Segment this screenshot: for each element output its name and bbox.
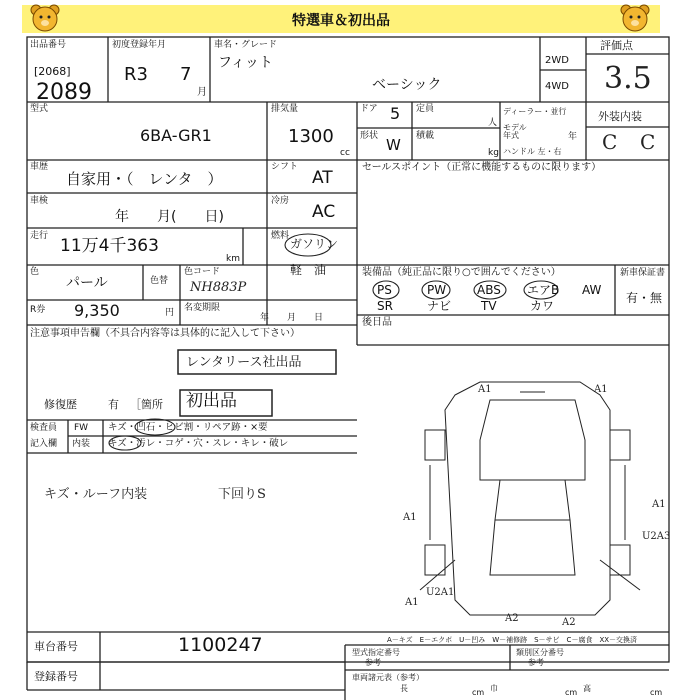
- notes-label: 注意事項申告欄（不具合内容等は具体的に記入して下さい）: [30, 328, 300, 339]
- stamp-rental: レンタリース社出品: [186, 355, 302, 370]
- fw-head: FW: [74, 423, 89, 433]
- transfer-value: 年 月 日: [260, 313, 324, 323]
- inspector-label-2: 記入欄: [30, 439, 58, 449]
- capacity-unit: 人: [488, 118, 498, 128]
- warranty-value: 有・無: [626, 291, 663, 305]
- handle-label: ハンドル 左・右: [503, 147, 562, 156]
- inspection-value: 年 月( 日): [115, 209, 224, 225]
- type-cert-sub: 参考: [365, 658, 381, 667]
- model-year-unit: 年: [568, 132, 578, 142]
- aftermarket-label: 後日品: [362, 317, 392, 328]
- ac-value: AC: [312, 202, 336, 222]
- equip-leather: カワ: [530, 299, 555, 313]
- history-value: 自家用・（ レンタ ）: [66, 170, 223, 188]
- shift-value: AT: [312, 168, 333, 188]
- capacity-label: 定員: [416, 104, 435, 114]
- chassis-label: 車台番号: [34, 640, 78, 653]
- color-switch-label: 色替: [150, 276, 169, 286]
- fuel-alt: 軽 油: [290, 263, 327, 277]
- fuel-label: 燃料: [271, 231, 290, 241]
- interior-items: キズ・汚レ・コゲ・穴・スレ・キレ・破レ: [108, 438, 289, 449]
- car-diagram: [420, 382, 640, 615]
- dealer-label: ディーラー・並行: [503, 107, 567, 116]
- disp-unit: cc: [340, 148, 350, 158]
- repair-yes: 有: [108, 398, 119, 411]
- repair-place: ［箇所: [130, 398, 163, 411]
- model-year-label: モデル年式: [503, 123, 527, 140]
- sales-label: セールスポイント（正常に機能するものに限ります）: [362, 162, 602, 173]
- reg-label: 初度登録年月: [112, 40, 167, 50]
- equipment-label: 装備品（純正品に限り○で囲んでください）: [362, 267, 561, 278]
- car-name: フィット: [218, 55, 273, 71]
- recycle-unit: 円: [165, 308, 175, 318]
- drive-4wd: 4WD: [545, 81, 569, 92]
- dim-wid: 巾: [490, 684, 498, 693]
- dim-unit: cm: [565, 688, 578, 697]
- damage-mark: A1: [405, 597, 419, 608]
- equip-airbag: エアB: [527, 283, 560, 297]
- score: 3.5: [604, 61, 652, 96]
- lot-number: 2089: [36, 80, 92, 105]
- damage-mark: A1: [478, 384, 492, 395]
- score-label: 評価点: [600, 39, 633, 52]
- reg-month: 7: [180, 64, 192, 85]
- recycle-label: R券: [30, 305, 46, 315]
- equip-aw: AW: [582, 283, 602, 297]
- lot-sub: [2068]: [34, 65, 71, 78]
- damage-mark: U2A1: [426, 587, 455, 598]
- shape-label: 形状: [360, 131, 379, 141]
- dim-len: 長: [400, 684, 408, 693]
- mileage-label: 走行: [30, 231, 49, 241]
- damage-mark: A2: [505, 613, 519, 624]
- equip-pw: PW: [427, 283, 447, 297]
- grade: ベーシック: [372, 77, 442, 93]
- recycle-value: 9,350: [74, 301, 120, 320]
- damage-mark: A1: [652, 499, 666, 510]
- fuel-value: ガソリン: [290, 237, 339, 251]
- color-code-label: 色コード: [184, 267, 221, 277]
- drive-2wd: 2WD: [545, 55, 569, 66]
- disp-value: 1300: [288, 126, 334, 147]
- model-label: 型式: [30, 104, 49, 114]
- disp-label: 排気量: [271, 104, 299, 114]
- load-unit: kg: [488, 148, 499, 158]
- damage-mark: U2A3: [642, 531, 671, 542]
- reg-era-year: R3: [124, 64, 148, 85]
- mileage-unit: km: [226, 254, 240, 264]
- model-value: 6BA-GR1: [140, 126, 212, 145]
- history-label: 車歴: [30, 162, 49, 172]
- int-grade: C: [640, 130, 656, 154]
- dim-hei: 高: [583, 684, 591, 693]
- equip-navi: ナビ: [427, 299, 452, 313]
- damage-mark: A2: [562, 617, 576, 628]
- handwriting-right: 下回りS: [218, 487, 266, 502]
- reg-no-label: 登録番号: [34, 670, 78, 683]
- warranty-label: 新車保証書: [620, 268, 666, 278]
- handwriting-left: キズ・ルーフ内装: [44, 487, 148, 502]
- color-code-value: NH883P: [190, 280, 247, 295]
- color-value: パール: [66, 275, 108, 291]
- dim-unit: cm: [472, 688, 485, 697]
- lot-label: 出品番号: [30, 40, 67, 50]
- shift-label: シフト: [271, 162, 299, 172]
- ac-label: 冷房: [271, 196, 290, 206]
- door-label: ドア: [360, 104, 378, 114]
- dim-unit: cm: [650, 688, 663, 697]
- equip-ps: PS: [377, 283, 392, 297]
- inspection-label: 車検: [30, 196, 49, 206]
- equip-abs: ABS: [477, 283, 501, 297]
- equip-sr: SR: [377, 299, 393, 313]
- type-cert-label: 型式指定番号: [352, 648, 400, 657]
- diagram-legend: A－キズ E－エクボ U－凹み W－補修跡 S－サビ C－腐食 XX－交換済: [387, 636, 638, 644]
- stamp-first: 初出品: [186, 391, 237, 411]
- banner-title: 特選車＆初出品: [292, 13, 390, 29]
- name-label: 車名・グレード: [214, 40, 278, 50]
- category-label: 類別区分番号: [516, 648, 564, 657]
- ext-grade: C: [602, 130, 618, 154]
- reg-month-unit: 月: [197, 87, 207, 98]
- dim-label: 車両諸元表（参考）: [352, 673, 424, 682]
- ext-int-label: 外装内装: [598, 110, 642, 123]
- door-value: 5: [390, 104, 401, 123]
- chassis-value: 1100247: [178, 634, 263, 656]
- interior-head: 内装: [72, 439, 91, 449]
- transfer-label: 名変期限: [184, 303, 221, 313]
- damage-mark: A1: [594, 384, 608, 395]
- damage-mark: A1: [403, 512, 417, 523]
- color-label: 色: [30, 267, 40, 277]
- load-label: 積載: [416, 131, 435, 141]
- repair-label: 修復歴: [44, 398, 77, 411]
- equip-tv: TV: [481, 299, 497, 313]
- shape-value: W: [386, 136, 401, 154]
- category-sub: 参考: [528, 658, 544, 667]
- fw-items: キズ・凹石・ヒビ割・リペア跡・×要: [108, 422, 268, 433]
- inspector-label-1: 検査員: [30, 423, 58, 433]
- mileage-value: 11万4千363: [60, 236, 159, 256]
